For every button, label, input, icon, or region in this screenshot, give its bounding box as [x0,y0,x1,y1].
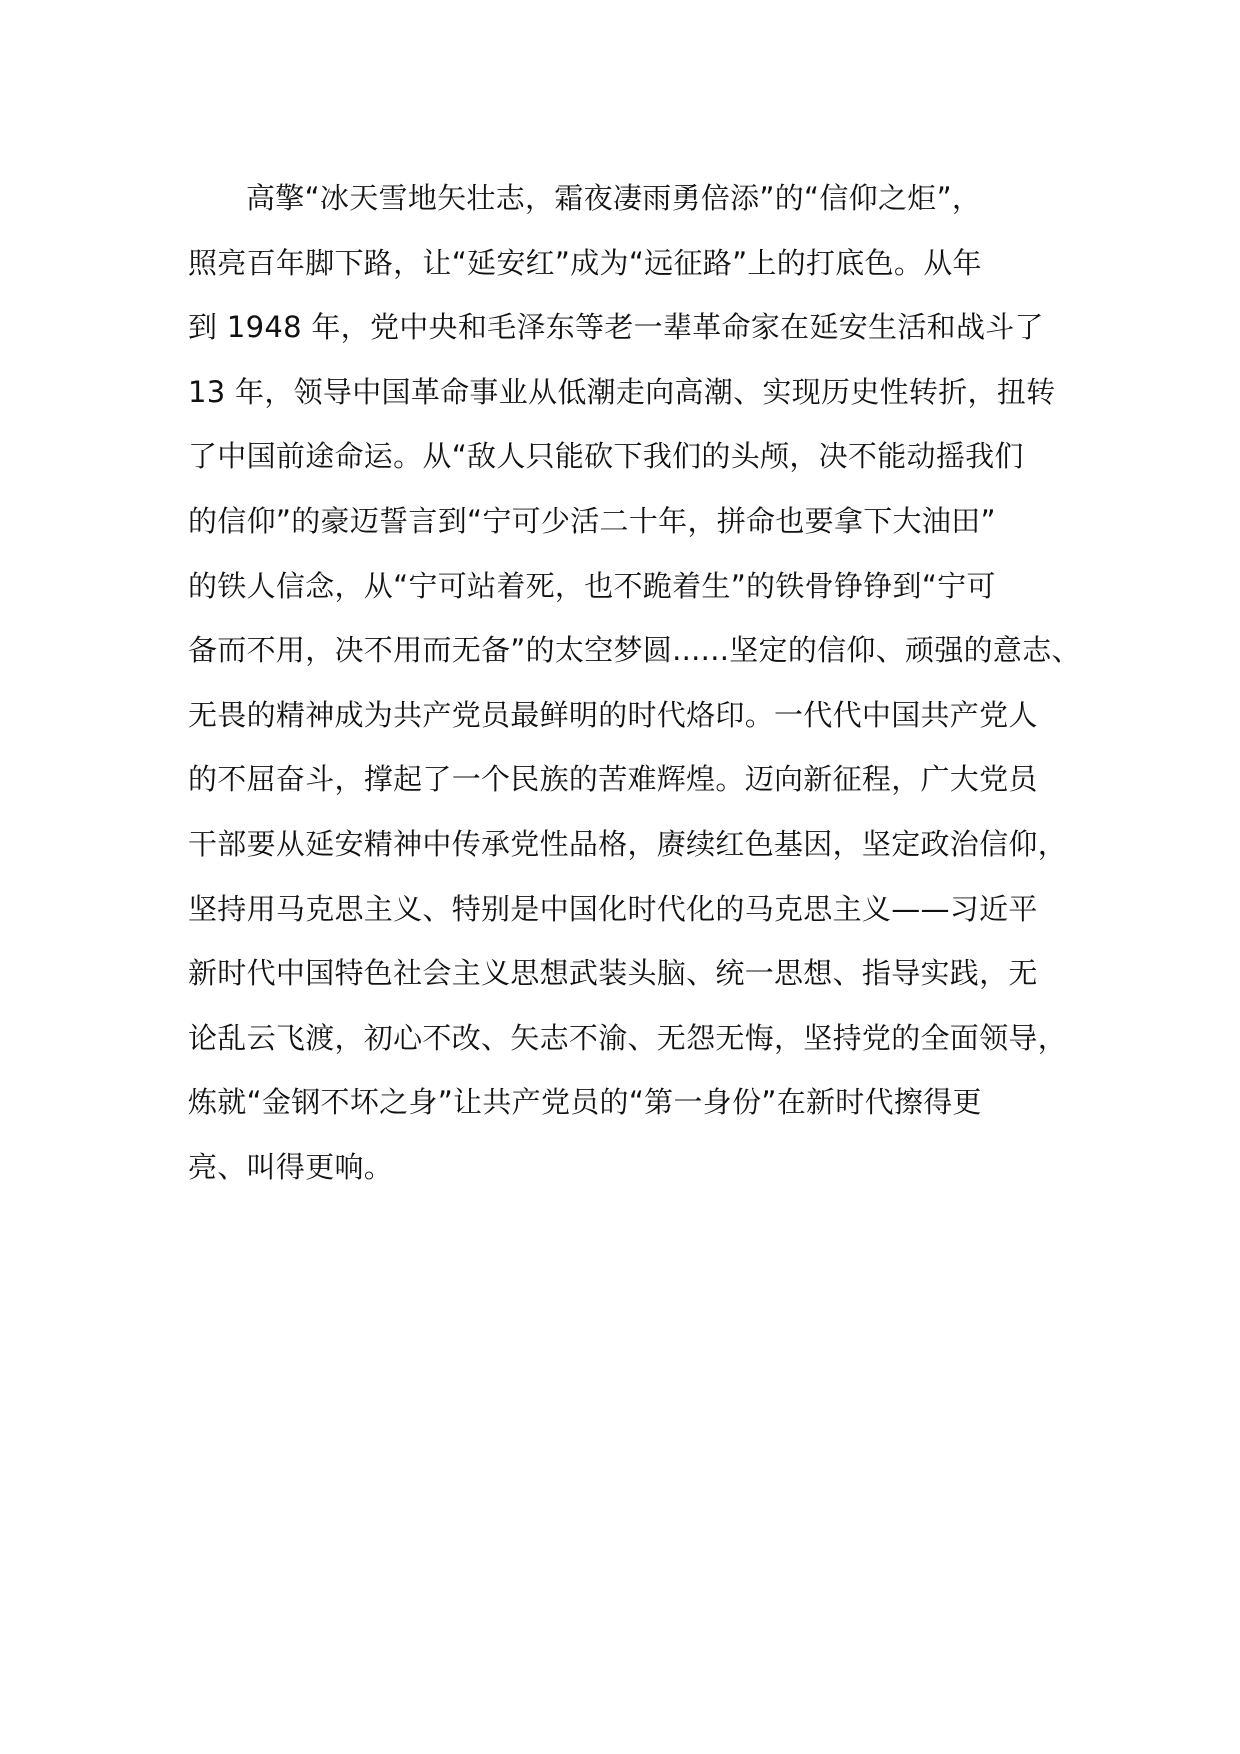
paragraph-line: 13 年，领导中国革命事业从低潮走向高潮、实现历史性转折，扭转 [188,374,1056,409]
paragraph-line: 到 1948 年，党中央和毛泽东等老一辈革命家在延安生活和战斗了 [188,310,1044,345]
paragraph-line: 的铁人信念，从“宁可站着死，也不跪着生”的铁骨铮铮到“宁可 [188,568,996,603]
paragraph-line: 高擎“冰天雪地矢壮志，霜夜凄雨勇倍添”的“信仰之炬”， [246,181,982,215]
paragraph-line: 了中国前途命运。从“敌人只能砍下我们的头颅，决不能动摇我们 [188,439,1024,474]
paragraph-line: 炼就“金钢不坏之身”让共产党员的“第一身份”在新时代擦得更 [188,1085,982,1120]
paragraph-line: 干部要从延安精神中传承党性品格，赓续红色基因，坚定政治信仰， [188,826,1068,861]
paragraph-line: 论乱云飞渡，初心不改、矢志不渝、无怨无悔，坚持党的全面领导， [188,1020,1068,1055]
paragraph-line: 的信仰”的豪迈誓言到“宁可少活二十年，拼命也要拿下大油田” [188,503,996,538]
paragraph-line: 的不屈奋斗，撑起了一个民族的苦难辉煌。迈向新征程，广大党员 [188,762,1038,797]
paragraph-line: 备而不用，决不用而无备”的太空梦圆......坚定的信仰、顽强的意志、 [188,633,1081,668]
paragraph-line: 坚持用马克思主义、特别是中国化时代化的马克思主义——习近平 [188,891,1038,926]
body-paragraph [188,166,1088,1200]
paragraph-line: 亮、叫得更响。 [188,1149,394,1184]
paragraph-line: 新时代中国特色社会主义思想武装头脑、统一思想、指导实践，无 [188,956,1038,991]
paragraph-line: 无畏的精神成为共产党员最鲜明的时代烙印。一代代中国共产党人 [188,697,1038,732]
paragraph-line: 照亮百年脚下路，让“延安红”成为“远征路”上的打底色。从年 [188,245,982,280]
